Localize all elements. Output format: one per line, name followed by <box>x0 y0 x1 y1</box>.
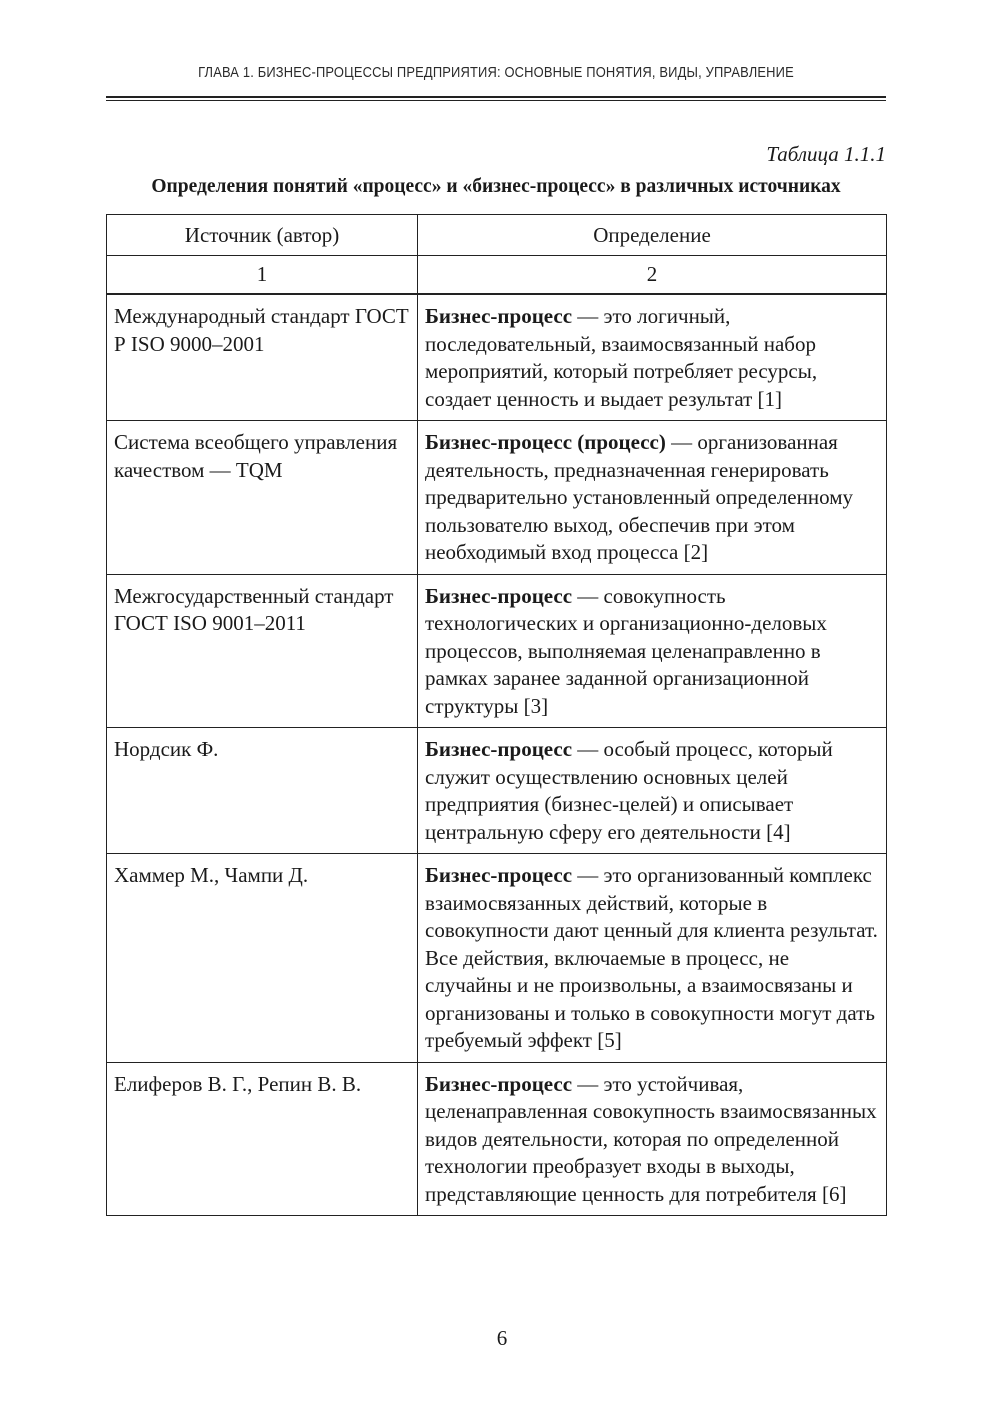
row-definition <box>418 574 887 728</box>
table-caption: Определения понятий «процесс» и «бизнес-процесс» в различных источниках <box>151 176 841 197</box>
row-term: Бизнес-процесс <box>425 583 573 608</box>
definitions-table <box>106 214 887 1216</box>
row-definition <box>418 294 887 421</box>
row-source: Межгосударственный стандарт ГОСТ ISO 9001–2011 <box>107 574 418 728</box>
column-number-1: 1 <box>107 256 418 295</box>
page-number: 6 <box>496 1326 508 1350</box>
table-row <box>107 294 887 421</box>
row-text: — это устойчивая, целенаправленная совокупность взаимосвязанных видов деятельности, которая по определенной технологии преобразует входы в выходы, представляющие ценность для потребителя [6] <box>425 1071 877 1206</box>
row-term: Бизнес-процесс <box>425 737 573 761</box>
running-head-rule <box>106 96 886 98</box>
row-text: — организованная деятельность, предназначенная генерировать предварительно установленный определенному пользователю выход, обеспечив при этом необходимый вход процесса [2] <box>425 430 853 564</box>
column-number-row <box>107 256 887 295</box>
column-number-2: 2 <box>418 256 887 295</box>
row-source: Система всеобщего управления качеством — TQM <box>107 421 418 575</box>
row-definition <box>418 1062 887 1216</box>
header-row <box>107 215 887 256</box>
row-source: Хаммер М., Чампи Д. <box>107 854 418 1063</box>
table-row <box>107 1062 887 1216</box>
table-number: Таблица 1.1.1 <box>766 142 886 166</box>
header-source: Источник (автор) <box>107 215 418 256</box>
row-definition <box>418 421 887 575</box>
table-row <box>107 854 887 1063</box>
running-head-rule-thin <box>106 100 886 101</box>
row-term: Бизнес-процесс (процесс) <box>425 430 666 454</box>
table-row <box>107 574 887 728</box>
row-text: — это организованный комплекс взаимосвязанных действий, которые в совокупности дают ценный для клиента результат. Все действия, включаемые в процесс, не случайны и не произвольны, а взаимосвязаны и организованы и только в совокупности могут дать требуемый эффект [5] <box>425 863 878 1052</box>
row-text: — это логичный, последовательный, взаимосвязанный набор мероприятий, который потребляет ресурсы, создает ценность и выдает результат [1] <box>425 304 818 411</box>
row-definition <box>418 728 887 854</box>
row-term: Бизнес-процесс <box>425 1071 573 1096</box>
row-text: — особый процесс, который служит осуществлению основных целей предприятия (бизнес-целей) и описывает центральную сферу его деятельности [4] <box>425 737 833 844</box>
row-term: Бизнес-процесс <box>425 304 573 328</box>
running-head: ГЛАВА 1. БИЗНЕС-ПРОЦЕССЫ ПРЕДПРИЯТИЯ: ОСНОВНЫЕ ПОНЯТИЯ, ВИДЫ, УПРАВЛЕНИЕ <box>198 64 794 81</box>
header-definition: Определение <box>418 215 887 256</box>
row-source: Международный стандарт ГОСТ Р ISO 9000–2001 <box>107 294 418 421</box>
row-text: — совокупность технологических и организационно-деловых процессов, выполняемая целенаправленно в рамках заранее заданной организационной структуры [3] <box>425 583 827 718</box>
row-term: Бизнес-процесс <box>425 863 573 887</box>
row-definition <box>418 854 887 1063</box>
table-row <box>107 728 887 854</box>
table-row <box>107 421 887 575</box>
row-source: Елиферов В. Г., Репин В. В. <box>107 1062 418 1216</box>
row-source: Нордсик Ф. <box>107 728 418 854</box>
